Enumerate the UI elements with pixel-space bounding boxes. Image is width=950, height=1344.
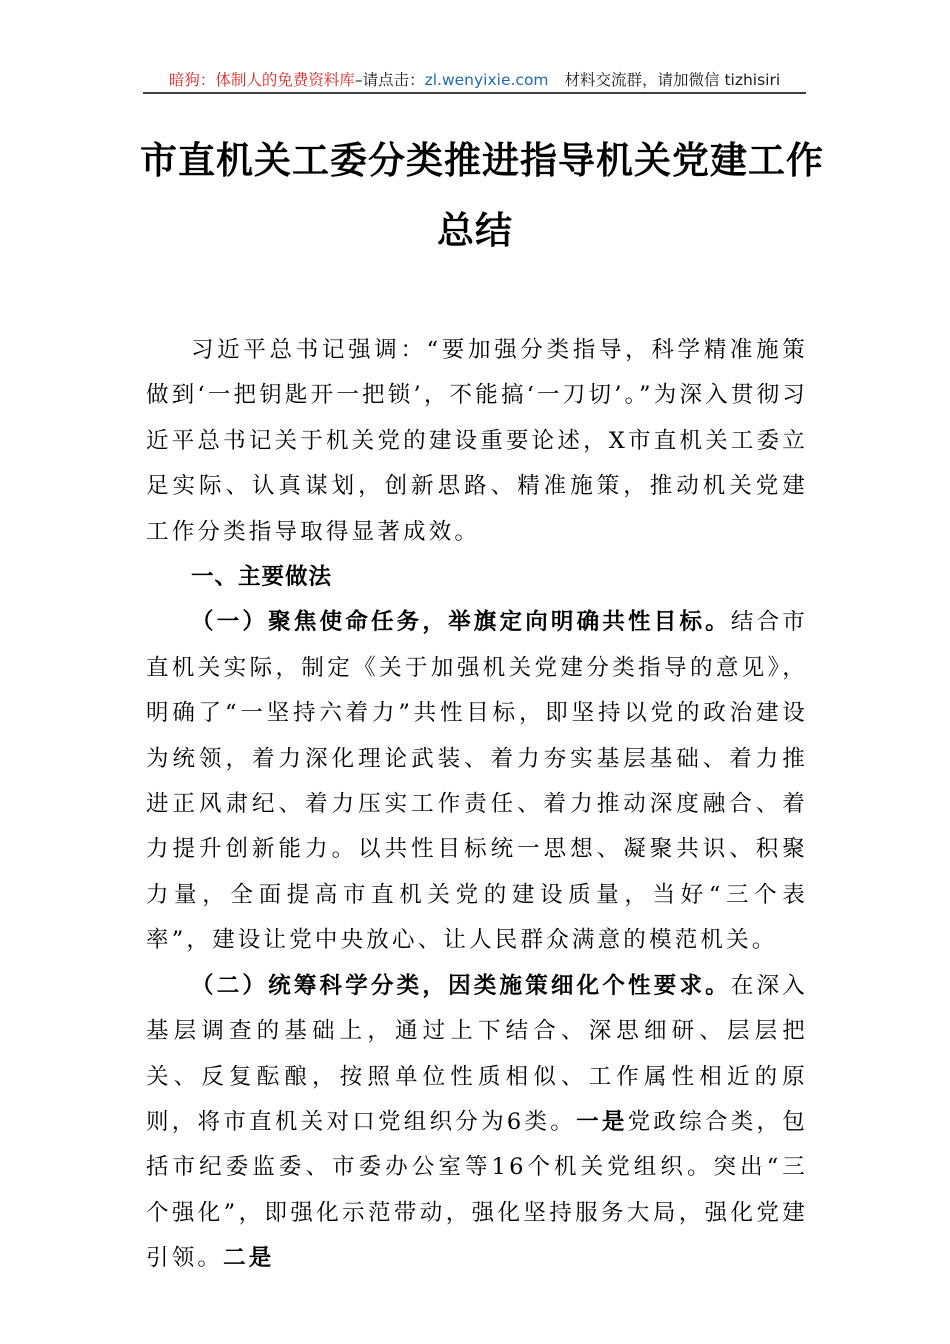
header-wechat-note: 材料交流群，请加微信 tizhisiri	[564, 71, 781, 89]
header-link[interactable]: zl.wenyixie.com	[424, 71, 549, 89]
subsection-2-bold-second: 二是	[223, 1245, 275, 1272]
header-prompt: –请点击：	[354, 71, 425, 89]
document-title-line-2: 总结	[437, 208, 513, 252]
section-heading-main-practices: 一、主要做法	[191, 564, 333, 591]
header-site-name: 暗狗：体制人的免费资料库	[168, 71, 355, 89]
document-body	[146, 328, 808, 1282]
subsection-2-paragraph	[146, 964, 808, 1282]
subsection-2-body-part-2: 党政综合类，包括市纪委监委、市委办公室等16个机关党组织。突出“三个强化”，即强化示范带动，强化坚持服务大局，强化党建引领。	[146, 1108, 808, 1272]
intro-paragraph: 习近平总书记强调：“要加强分类指导，科学精准施策做到‘一把钥匙开一把锁’，不能搞‘一刀切’。”为深入贯彻习近平总书记关于机关党的建设重要论述，X市直机关工委立足实际、认真谋划，创新思路、精准施策，推动机关党建工作分类指导取得显著成效。	[146, 337, 808, 545]
subsection-1-body: 结合市直机关实际，制定《关于加强机关党建分类指导的意见》，明确了“一坚持六着力”共性目标，即坚持以党的政治建设为统领，着力深化理论武装、着力夯实基层基础、着力推进正风肃纪、着力压实工作责任、着力推动深度融合、着力提升创新能力。以共性目标统一思想、凝聚共识、积聚力量，全面提高市直机关党的建设质量，当好“三个表率”，建设让党中央放心、让人民群众满意的模范机关。	[146, 609, 808, 954]
subsection-1-heading: （一）聚焦使命任务，举旗定向明确共性目标。	[191, 609, 731, 636]
subsection-1-paragraph	[146, 600, 808, 963]
subsection-2-bold-first: 一是	[576, 1108, 628, 1135]
document-title-line-1: 市直机关工委分类推进指导机关党建工作	[140, 138, 824, 182]
subsection-2-body-part-1: 在深入基层调查的基础上，通过上下结合、深思细研、层层把关、反复酝酿，按照单位性质相似、工作属性相近的原则，将市直机关对口党组织分为6类。	[146, 972, 808, 1135]
subsection-2-heading: （二）统筹科学分类，因类施策细化个性要求。	[191, 972, 731, 999]
watermark-header	[143, 68, 806, 94]
